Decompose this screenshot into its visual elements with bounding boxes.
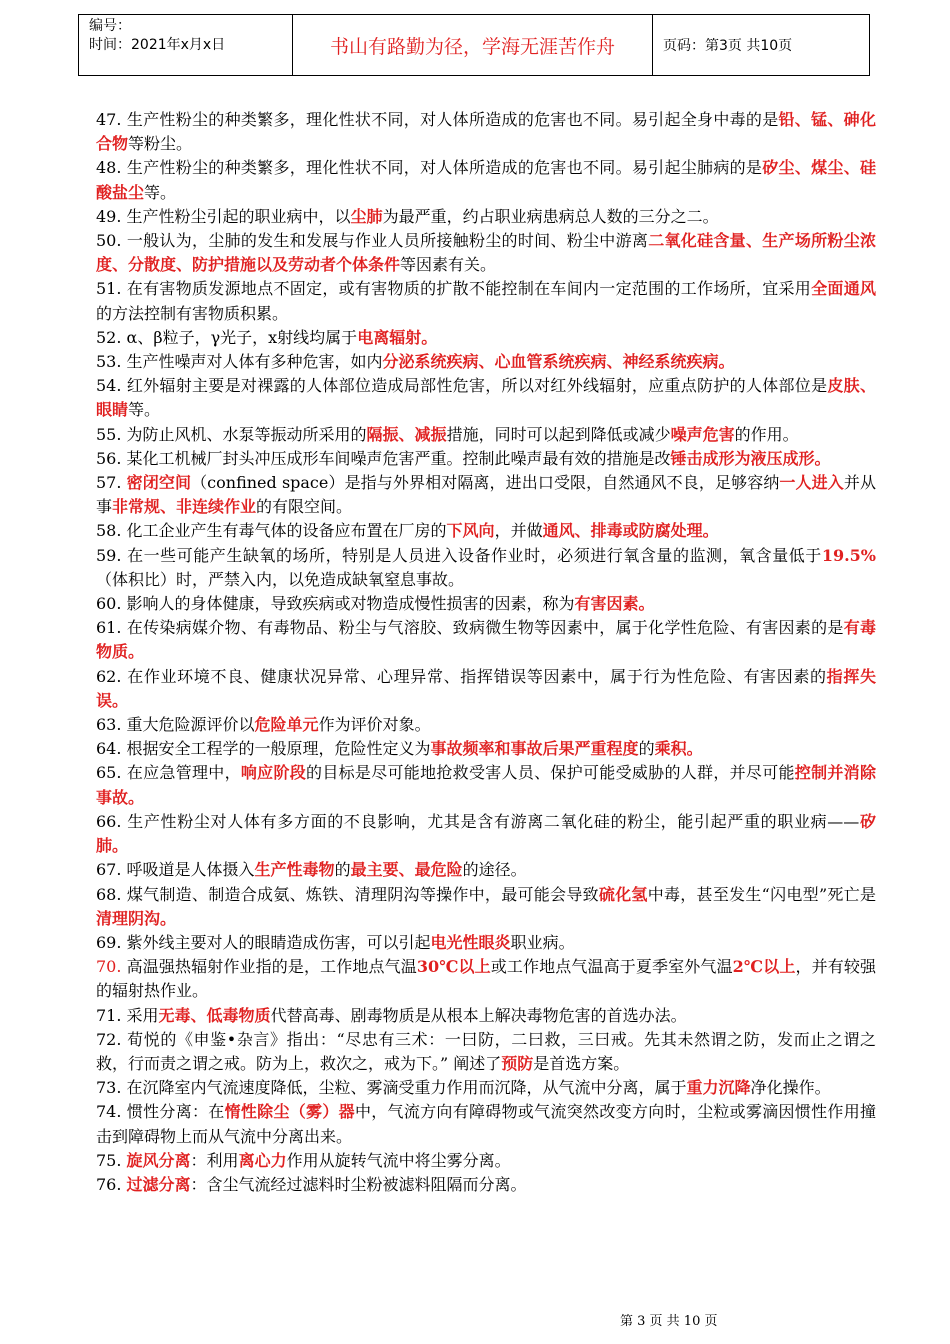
answer-highlight: 危险单元 [254, 715, 319, 735]
question-text: 的作用。 [734, 424, 799, 444]
answer-highlight: 无毒、低毒物质 [158, 1005, 271, 1025]
document-number-label: 编号： [89, 18, 131, 34]
question-text: （confined space）是指与外界相对隔离，进出口受限，自然通风不良，足够容纳 [191, 473, 780, 493]
question-number: 59. [96, 545, 128, 565]
answer-highlight: 皮肤、眼睛 [96, 376, 876, 420]
answer-highlight: 响应阶段 [240, 763, 307, 783]
question-item [96, 761, 876, 809]
header-page-number: 页码：第3页 共10页 [663, 38, 793, 54]
question-text: 等。 [128, 400, 161, 420]
document-date-label: 时间：2021年x月x日 [89, 37, 226, 53]
answer-highlight: 一人进入 [779, 473, 844, 493]
question-text: 在应急管理中， [126, 763, 241, 783]
answer-highlight: 密闭空间 [126, 473, 192, 493]
question-text: 紫外线主要对人的眼睛造成伤害，可以引起 [126, 932, 431, 952]
question-item [96, 858, 876, 882]
question-text: 影响人的身体健康，导致疾病或对物造成慢性损害的因素，称为 [126, 594, 575, 614]
question-item [96, 108, 876, 156]
question-item [96, 205, 876, 229]
question-number: 71. [96, 1005, 127, 1025]
question-text: ，并有较强的辐射热作业。 [96, 957, 876, 1001]
answer-highlight: 指挥失误。 [96, 666, 876, 710]
question-number: 57. [96, 473, 127, 493]
question-text: 惯性分离：在 [126, 1102, 225, 1122]
answer-highlight: 离心力 [238, 1150, 287, 1170]
answer-highlight: 乘积。 [654, 739, 703, 759]
question-number: 72. [96, 1029, 128, 1049]
question-item [96, 592, 876, 616]
question-text: 红外辐射主要是对裸露的人体部位造成局部性危害，所以对红外线辐射，应重点防护的人体部位是 [126, 376, 828, 396]
answer-highlight: 重力沉降 [686, 1078, 751, 1098]
question-number: 53. [96, 352, 127, 372]
question-text: 作用从旋转气流中将尘雾分离。 [286, 1150, 511, 1170]
question-text: 荀悦的《申鉴•杂言》指出：“尽忠有三术：一曰防，二曰救，三曰戒。先其未然谓之防，发而止之谓之救，行而责之谓之戒。防为上，救次之，戒为下。” 阐述了 [96, 1029, 876, 1073]
question-number: 61. [96, 618, 127, 638]
question-text: 某化工机械厂封头冲压成形车间噪声危害严重。控制此噪声最有效的措施是改 [126, 448, 671, 468]
question-text: 在作业环境不良、健康状况异常、心理异常、指挥错误等因素中，属于行为性危险、有害因素的 [127, 666, 827, 686]
answer-highlight: 尘肺 [350, 206, 383, 226]
question-item [96, 713, 876, 737]
question-text: 职业病。 [510, 932, 575, 952]
document-body [96, 108, 876, 1197]
answer-highlight: 有毒物质。 [96, 618, 876, 662]
question-item [96, 616, 876, 664]
question-text: 中，气流方向有障碍物或气流突然改变方向时，尘粒或雾滴因惯性作用撞击到障碍物上而从气流中分离出来。 [96, 1102, 876, 1146]
answer-highlight: 电光性眼炎 [430, 932, 511, 952]
question-item [96, 810, 876, 858]
question-number: 50. [96, 231, 127, 251]
question-text: 并从事 [96, 473, 876, 517]
question-number: 48. [96, 158, 127, 178]
header-motto: 书山有路勤为径，学海无涯苦作舟 [293, 15, 653, 75]
question-number: 65. [96, 763, 127, 783]
answer-highlight: 矽肺。 [96, 811, 876, 856]
question-text: 净化操作。 [750, 1078, 831, 1098]
question-text: 措施，同时可以起到降低或减少 [446, 424, 671, 444]
question-text: 的 [638, 739, 655, 759]
question-text: 煤气制造、制造合成氨、炼铁、清理阴沟等操作中，最可能会导致 [126, 884, 599, 904]
answer-highlight: 事故频率和事故后果严重程度 [430, 739, 639, 759]
question-item [96, 1173, 876, 1197]
question-number: 68. [96, 884, 127, 904]
question-text: 生产性粉尘的种类繁多，理化性状不同，对人体所造成的危害也不同。易引起全身中毒的是 [126, 110, 779, 129]
question-number: 60. [96, 594, 127, 614]
question-item [96, 277, 876, 325]
answer-highlight: 矽尘、煤尘、硅酸盐尘 [96, 158, 876, 202]
question-text: 为最严重，约占职业病患病总人数的三分之二。 [382, 206, 719, 226]
question-item [96, 229, 876, 277]
question-item [96, 326, 876, 350]
question-text: 的有限空间。 [256, 497, 353, 517]
answer-highlight: 噪声危害 [670, 424, 735, 444]
question-text: 是首选方案。 [533, 1053, 630, 1073]
question-text: 一般认为，尘肺的发生和发展与作业人员所接触粉尘的时间、粉尘中游离 [126, 231, 649, 251]
question-item [96, 544, 876, 592]
question-text: 呼吸道是人体摄入 [126, 860, 255, 880]
question-number: 74. [96, 1102, 127, 1122]
question-number: 63. [96, 715, 127, 735]
answer-highlight: 清理阴沟。 [96, 908, 177, 928]
question-number: 62. [96, 666, 128, 686]
answer-highlight: 隔振、减振 [366, 424, 447, 444]
question-item [96, 423, 876, 447]
question-text: ：含尘气流经过滤料时尘粉被滤料阻隔而分离。 [190, 1174, 527, 1194]
question-text: 的 [334, 860, 351, 880]
question-item [96, 374, 876, 422]
question-item [96, 1149, 876, 1173]
question-item [96, 955, 876, 1003]
question-item [96, 665, 876, 713]
question-item [96, 1076, 876, 1100]
question-text: 中毒，甚至发生“闪电型”死亡是 [647, 884, 876, 904]
question-number: 69. [96, 932, 127, 952]
question-text: 根据安全工程学的一般原理，危险性定义为 [126, 739, 431, 759]
question-item [96, 471, 876, 519]
question-text: 在有害物质发源地点不固定，或有害物质的扩散不能控制在车间内一定范围的工作场所，宜采用 [126, 279, 812, 299]
question-text: 化工企业产生有毒气体的设备应布置在厂房的 [126, 521, 447, 541]
answer-highlight: 惰性除尘（雾）器 [224, 1102, 355, 1122]
question-text: 生产性粉尘引起的职业病中，以 [126, 206, 351, 226]
question-number: 52. [96, 327, 127, 347]
question-item [96, 350, 876, 374]
question-text: 在沉降室内气流速度降低，尘粒、雾滴受重力作用而沉降，从气流中分离，属于 [126, 1078, 687, 1098]
question-number: 67. [96, 860, 127, 880]
question-number: 47. [96, 110, 127, 129]
question-item [96, 737, 876, 761]
question-number: 55. [96, 424, 127, 444]
answer-highlight: 二氧化硅含量、生产场所粉尘浓度、分散度、防护措施以及劳动者个体条件 [96, 231, 876, 275]
answer-highlight: 有害因素。 [574, 594, 655, 614]
answer-highlight: 30℃以上 [416, 957, 491, 977]
page-footer: 第 3 页 共 10 页 [620, 1314, 718, 1329]
answer-highlight: 非常规、非连续作业 [112, 497, 257, 517]
question-text: 作为评价对象。 [318, 715, 431, 735]
question-text: 的途径。 [462, 860, 527, 880]
question-text: 高温强热辐射作业指的是，工作地点气温 [126, 957, 417, 977]
question-text: 在传染病媒介物、有毒物品、粉尘与气溶胶、致病微生物等因素中，属于化学性危险、有害因素的是 [126, 618, 844, 638]
answer-highlight: 最主要、最危险 [350, 860, 463, 880]
question-number: 58. [96, 521, 127, 541]
question-text: ，并做 [494, 521, 543, 541]
question-item [96, 1100, 876, 1148]
question-text: 或工作地点气温高于夏季室外气温 [490, 957, 733, 977]
answer-highlight: 分泌系统疾病、心血管系统疾病、神经系统疾病。 [382, 352, 735, 372]
question-item [96, 1028, 876, 1076]
question-text: 在一些可能产生缺氧的场所，特别是人员进入设备作业时，必须进行氧含量的监测，氧含量低于 [127, 545, 822, 565]
answer-highlight: 过滤分离 [126, 1174, 191, 1194]
question-text: 代替高毒、剧毒物质是从根本上解决毒物危害的首选办法。 [270, 1005, 687, 1025]
question-number: 51. [96, 279, 127, 299]
question-number: 66. [96, 811, 128, 831]
question-text: 的方法控制有害物质积累。 [96, 303, 289, 323]
page-header [78, 14, 870, 76]
header-info [79, 15, 293, 75]
answer-highlight: 电离辐射。 [357, 327, 438, 347]
answer-highlight: 预防 [501, 1053, 534, 1073]
answer-highlight: 全面通风 [811, 279, 876, 299]
question-number: 56. [96, 448, 127, 468]
answer-highlight: 锤击成形为液压成形。 [670, 448, 831, 468]
question-text: 生产性粉尘对人体有多方面的不良影响，尤其是含有游离二氧化硅的粉尘，能引起严重的职业病—— [127, 811, 860, 831]
question-text: 等。 [144, 182, 177, 202]
question-text: 生产性噪声对人体有多种危害，如内 [126, 352, 383, 372]
question-text: 生产性粉尘的种类繁多，理化性状不同，对人体所造成的危害也不同。易引起尘肺病的是 [126, 158, 763, 178]
question-number: 75. [96, 1150, 127, 1170]
question-number: 49. [96, 206, 127, 226]
answer-highlight: 铅、锰、砷化合物 [96, 110, 876, 154]
question-text: α、β粒子，γ光子，x射线均属于 [126, 327, 358, 347]
question-item [96, 931, 876, 955]
question-text: 重大危险源评价以 [126, 715, 255, 735]
answer-highlight: 硫化氢 [598, 884, 648, 904]
answer-highlight: 生产性毒物 [254, 860, 335, 880]
question-text: 等因素有关。 [400, 255, 497, 275]
question-number: 64. [96, 739, 127, 759]
answer-highlight: 控制并消除事故。 [96, 763, 876, 807]
answer-highlight: 19.5% [821, 545, 876, 565]
question-item [96, 156, 876, 204]
answer-highlight: 2℃以上 [732, 957, 796, 977]
question-number: 54. [96, 376, 127, 396]
answer-highlight: 下风向 [446, 521, 495, 541]
question-text: 采用 [126, 1005, 159, 1025]
question-text: 的目标是尽可能地抢救受害人员、保护可能受威胁的人群，并尽可能 [306, 763, 795, 783]
question-item [96, 1004, 876, 1028]
answer-highlight: 旋风分离 [126, 1150, 191, 1170]
question-item [96, 883, 876, 931]
question-text: 为防止风机、水泵等振动所采用的 [126, 424, 367, 444]
question-text: （体积比）时，严禁入内，以免造成缺氧窒息事故。 [96, 569, 465, 589]
question-text: 等粉尘。 [128, 134, 193, 154]
question-text: ：利用 [190, 1150, 239, 1170]
question-number: 70. [96, 957, 127, 977]
question-number: 76. [96, 1174, 127, 1194]
question-item [96, 447, 876, 471]
answer-highlight: 通风、排毒或防腐处理。 [542, 521, 719, 541]
question-item [96, 519, 876, 543]
question-number: 73. [96, 1078, 127, 1098]
